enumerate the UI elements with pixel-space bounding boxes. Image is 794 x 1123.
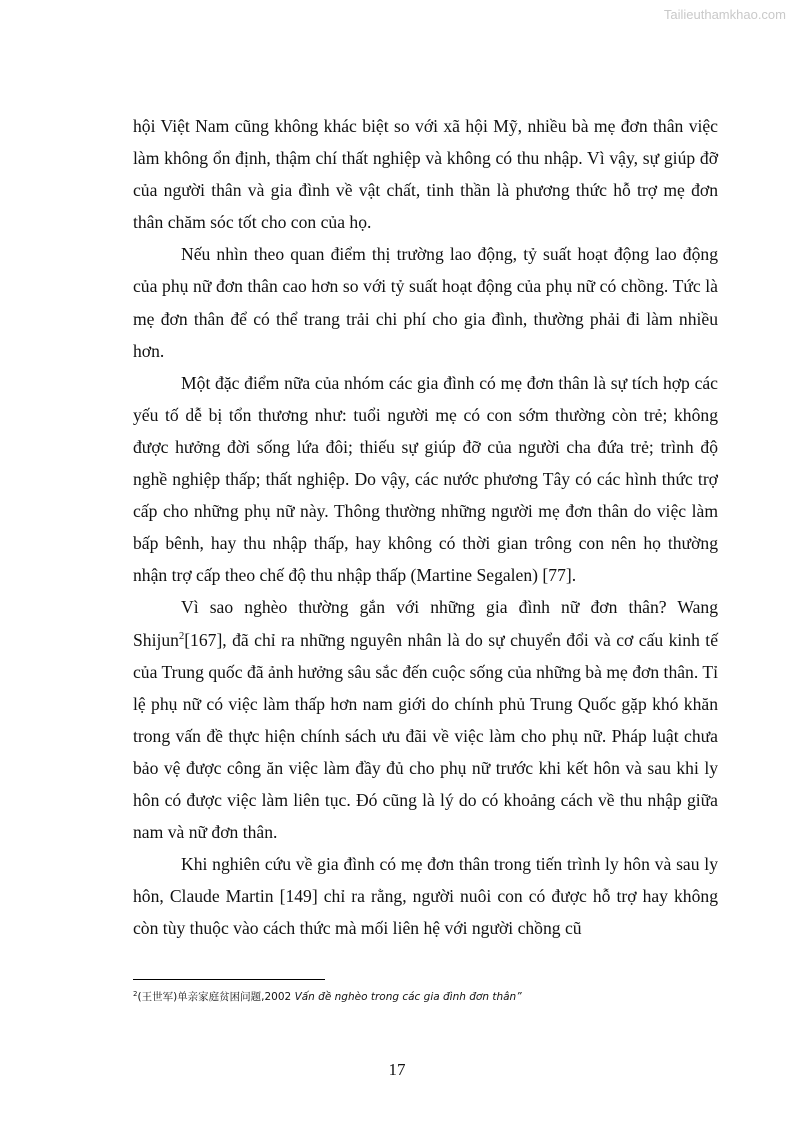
paragraph-text: Vì sao nghèo thường gắn với những gia đình nữ đơn thân? Wang Shijun: [133, 597, 718, 650]
paragraph: Nếu nhìn theo quan điểm thị trường lao động, tỷ suất hoạt động lao động của phụ nữ đơn thân cao hơn so với tỷ suất hoạt động của phụ nữ có chồng. Tức là mẹ đơn thân để có thể trang trải chi phí cho gia đình, thường phải đi làm nhiều hơn.: [133, 244, 718, 361]
footnote-source: (王世军)单亲家庭贫困问题,2002: [137, 991, 295, 1003]
footnote-marker: 2: [133, 990, 138, 998]
paragraph: hội Việt Nam cũng không khác biệt so với xã hội Mỹ, nhiều bà mẹ đơn thân việc làm không ổn định, thậm chí thất nghiệp và không có thu nhập. Vì vậy, sự giúp đỡ của người thân và gia đình về vật chất, tinh thần là phương thức hỗ trợ mẹ đơn thân chăm sóc tốt cho con của họ.: [133, 116, 718, 233]
paragraph: Khi nghiên cứu về gia đình có mẹ đơn thân trong tiến trình ly hôn và sau ly hôn, Claude Martin [149] chỉ ra rằng, người nuôi con có được hỗ trợ hay không còn tùy thuộc vào cách thức mà mối liên hệ với người chồng cũ: [133, 854, 718, 939]
footnote-title: Vấn đề nghèo trong các gia đình đơn thân”: [294, 991, 522, 1003]
watermark: Tailieuthamkhao.com: [663, 7, 786, 22]
page-number: 17: [388, 1060, 406, 1079]
body-text: [133, 110, 718, 944]
paragraph-text: [167], đã chỉ ra những nguyên nhân là do sự chuyển đổi và cơ cấu kinh tế của Trung quốc đã ảnh hưởng sâu sắc đến cuộc sống của những bà mẹ đơn thân. Tỉ lệ phụ nữ có việc làm thấp hơn nam giới do chính phủ Trung Quốc gặp khó khăn trong vấn đề thực hiện chính sách ưu đãi về việc làm cho phụ nữ. Pháp luật chưa bảo vệ được công ăn việc làm đầy đủ cho phụ nữ trước khi kết hôn và sau khi ly hôn có được việc làm liên tục. Đó cũng là lý do có khoảng cách về thu nhập giữa nam và nữ đơn thân.: [133, 629, 718, 843]
footnote-reference[interactable]: 2: [178, 630, 185, 642]
footnote-divider: [133, 979, 325, 980]
footnote: [133, 989, 733, 1004]
paragraph: Một đặc điểm nữa của nhóm các gia đình có mẹ đơn thân là sự tích hợp các yếu tố dễ bị tổn thương như: tuổi người mẹ có con sớm thường còn trẻ; không được hưởng đời sống lứa đôi; thiếu sự giúp đỡ của người cha đứa trẻ; trình độ nghề nghiệp thấp; thất nghiệp. Do vậy, các nước phương Tây có các hình thức trợ cấp cho những phụ nữ này. Thông thường những người mẹ đơn thân do việc làm bấp bênh, hay thu nhập thấp, hay không có thời gian trông con nên họ thường nhận trợ cấp theo chế độ thu nhập thấp (Martine Segalen) [77].: [133, 372, 718, 586]
paragraph-with-footnote-ref: [133, 591, 718, 848]
